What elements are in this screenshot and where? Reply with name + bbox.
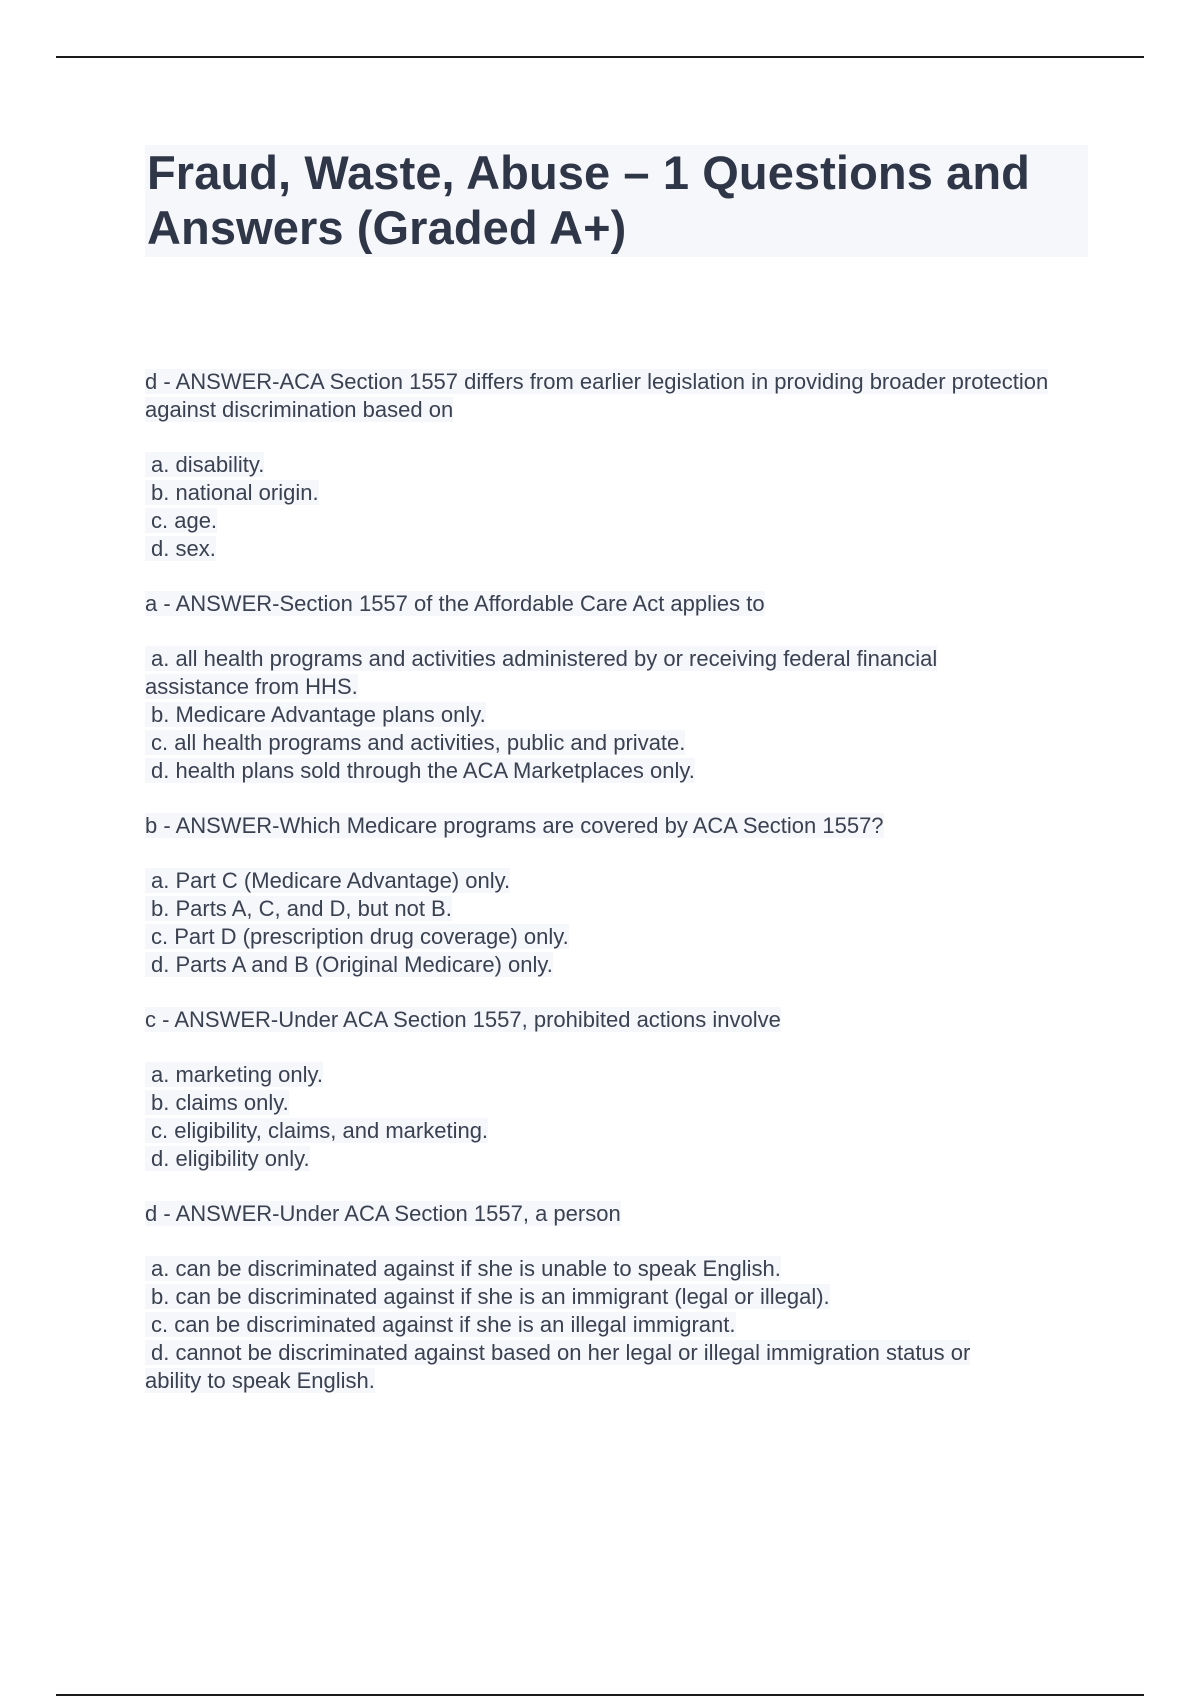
option-text: b. Medicare Advantage plans only. <box>145 702 486 727</box>
option-text: b. Parts A, C, and D, but not B. <box>145 896 452 921</box>
option-text: c. can be discriminated against if she is an illegal immigrant. <box>145 1312 736 1337</box>
question-text: d - ANSWER-Under ACA Section 1557, a person <box>145 1201 621 1226</box>
option-item <box>145 1145 1065 1173</box>
question-text: c - ANSWER-Under ACA Section 1557, prohibited actions involve <box>145 1007 781 1032</box>
option-list <box>145 451 1065 563</box>
option-list <box>145 1255 1065 1395</box>
option-text: b. claims only. <box>145 1090 289 1115</box>
question-text: b - ANSWER-Which Medicare programs are covered by ACA Section 1557? <box>145 813 884 838</box>
qa-list <box>145 368 1065 1422</box>
option-list <box>145 1061 1065 1173</box>
top-rule <box>56 56 1144 58</box>
option-list <box>145 645 1065 785</box>
option-item <box>145 1367 1065 1395</box>
option-item <box>145 729 1065 757</box>
option-item <box>145 1283 1065 1311</box>
option-text: a. all health programs and activities administered by or receiving federal financial <box>145 646 937 671</box>
question-text: a - ANSWER-Section 1557 of the Affordable Care Act applies to <box>145 591 765 616</box>
qa-item <box>145 1200 1065 1395</box>
option-text: c. Part D (prescription drug coverage) only. <box>145 924 569 949</box>
qa-item <box>145 590 1065 785</box>
option-item <box>145 451 1065 479</box>
option-item <box>145 1117 1065 1145</box>
option-item <box>145 701 1065 729</box>
option-text: ability to speak English. <box>145 1368 375 1393</box>
option-list <box>145 867 1065 979</box>
option-text: d. eligibility only. <box>145 1146 310 1171</box>
option-text: d. health plans sold through the ACA Marketplaces only. <box>145 758 695 783</box>
option-item <box>145 1061 1065 1089</box>
option-text: a. can be discriminated against if she is unable to speak English. <box>145 1256 781 1281</box>
option-item <box>145 645 1065 673</box>
page-title: Fraud, Waste, Abuse – 1 Questions and Answers (Graded A+) <box>147 146 1030 254</box>
qa-item <box>145 368 1065 563</box>
option-text: a. marketing only. <box>145 1062 323 1087</box>
option-item <box>145 757 1065 785</box>
option-item <box>145 507 1065 535</box>
option-text: c. all health programs and activities, public and private. <box>145 730 685 755</box>
qa-item <box>145 812 1065 979</box>
question-text: d - ANSWER-ACA Section 1557 differs from earlier legislation in providing broader protection against discrimination based on <box>145 369 1049 422</box>
option-text: b. can be discriminated against if she is an immigrant (legal or illegal). <box>145 1284 830 1309</box>
option-item <box>145 535 1065 563</box>
option-item <box>145 479 1065 507</box>
option-text: d. sex. <box>145 536 216 561</box>
option-text: assistance from HHS. <box>145 674 358 699</box>
qa-item <box>145 1006 1065 1173</box>
option-item <box>145 1311 1065 1339</box>
option-text: c. age. <box>145 508 217 533</box>
option-text: d. cannot be discriminated against based on her legal or illegal immigration status or <box>145 1340 970 1365</box>
option-text: c. eligibility, claims, and marketing. <box>145 1118 488 1143</box>
option-item <box>145 1255 1065 1283</box>
title-block <box>145 145 1088 257</box>
option-item <box>145 951 1065 979</box>
option-item <box>145 1339 1065 1367</box>
bottom-rule <box>56 1694 1144 1696</box>
option-text: d. Parts A and B (Original Medicare) only. <box>145 952 553 977</box>
option-item <box>145 1089 1065 1117</box>
option-text: b. national origin. <box>145 480 319 505</box>
option-item <box>145 923 1065 951</box>
option-item <box>145 673 1065 701</box>
option-text: a. disability. <box>145 452 264 477</box>
option-text: a. Part C (Medicare Advantage) only. <box>145 868 510 893</box>
option-item <box>145 895 1065 923</box>
option-item <box>145 867 1065 895</box>
